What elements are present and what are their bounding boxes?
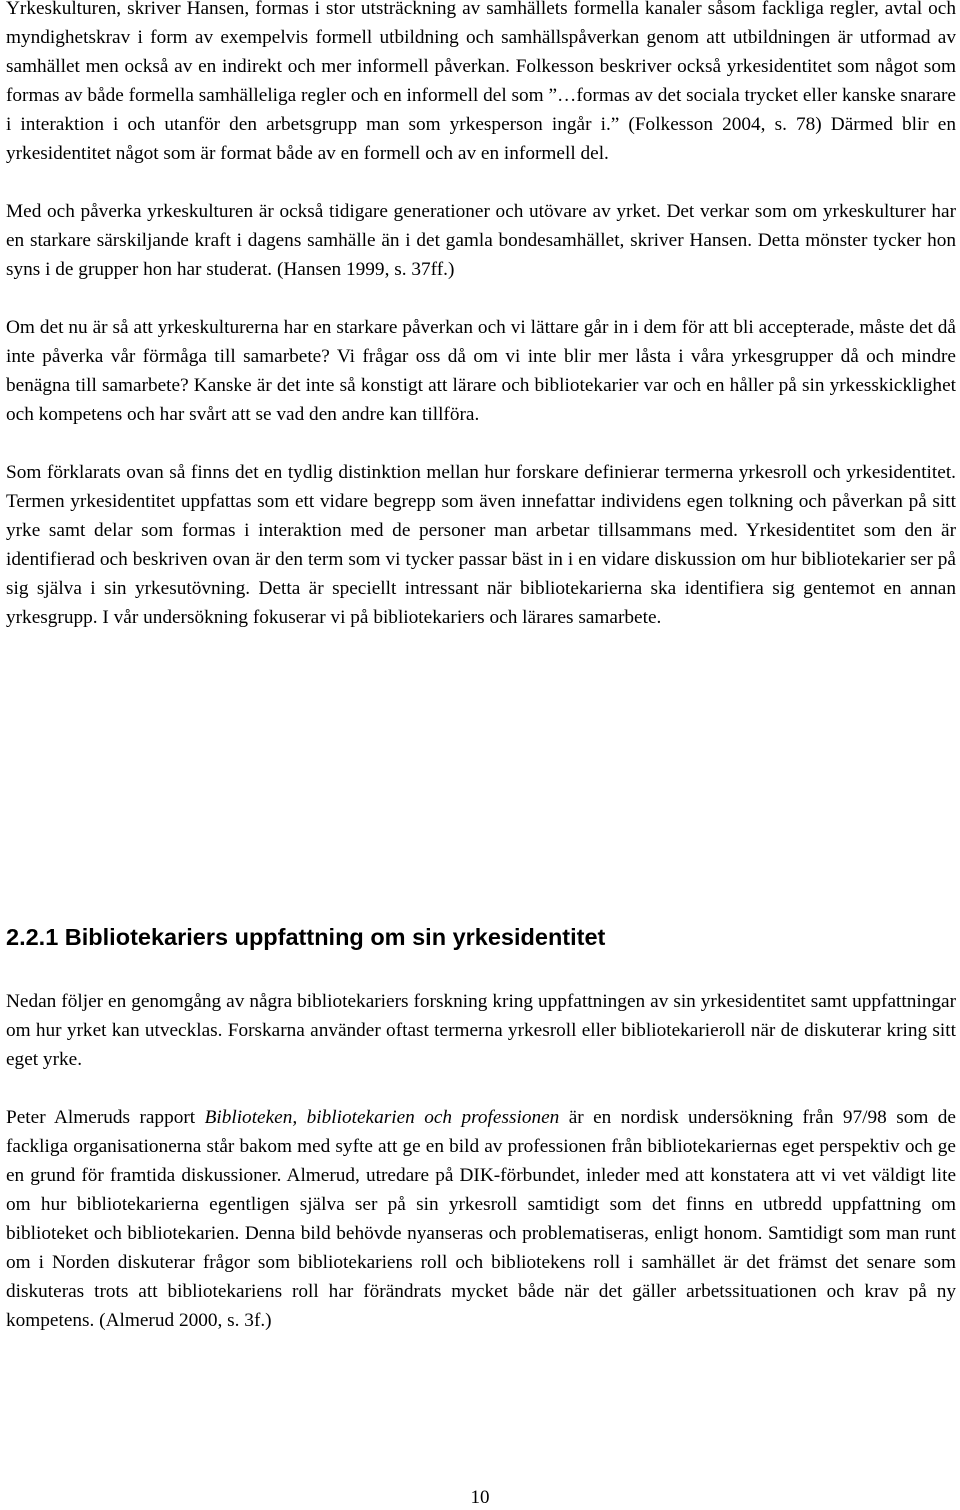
page-number: 10	[470, 1487, 490, 1508]
report-title: Biblioteken, bibliotekarien och professionen	[204, 1107, 560, 1128]
paragraph-yrkesroll-yrkesidentitet: Som förklarats ovan så finns det en tydlig distinktion mellan hur forskare definierar termerna yrkesroll och yrkesidentitet. Termen yrkesidentitet uppfattas som ett vidare begrepp som även innefattar individens egen tolkning och påverkan på sitt yrke samt delar som formas i interaktion med de personer man arbetar tillsammans med. Yrkesidentitet som den är identifierad och beskriven ovan är den term som vi tycker passar bäst in i en vidare diskussion om hur bibliotekarier ser på sig själva i sin yrkesutövning. Detta är speciellt intressant när bibliotekarierna ska identifiera sig gentemot en annan yrkesgrupp. I vår undersökning fokuserar vi på bibliotekariers och lärares samarbete.	[6, 462, 956, 628]
paragraph-yrkeskultur-formas: Yrkeskulturen, skriver Hansen, formas i stor utsträckning av samhällets formella kanaler såsom fackliga regler, avtal och myndighetskrav i form av exempelvis formell utbildning och samhällspåverkan genom att utbildningen är utformad av samhället men också av en indirekt och mer informell påverkan. Folkesson beskriver också yrkesidentitet som något som formas av både formella samhälleliga regler och en informell del som ”…formas av det sociala trycket eller kanske snarare i interaktion i och utanför den arbetsgrupp man som yrkesperson ingår i.” (Folkesson 2004, s. 78) Därmed blir en yrkesidentitet något som är format både av en formell och av en informell del.	[6, 0, 956, 164]
paragraph-tidigare-generationer: Med och påverka yrkeskulturen är också tidigare generationer och utövare av yrket. Det verkar som om yrkeskulturer har en starkare särskiljande kraft i dagens samhälle än i det gamla bondesamhället, skriver Hansen. Detta mönster tycker hon syns i de grupper hon har studerat. (Hansen 1999, s. 37ff.)	[6, 201, 956, 280]
section-heading: 2.2.1 Bibliotekariers uppfattning om sin yrkesidentitet	[6, 924, 606, 950]
paragraph-almerud-rapport	[6, 1103, 956, 1335]
document-page	[6, 0, 956, 1331]
paragraph-samarbete-fraga: Om det nu är så att yrkeskulturerna har en starkare påverkan och vi lättare går in i dem för att bli accepterade, måste det då inte påverka vår förmåga till samarbete? Vi frågar oss då om vi inte blir mer låsta i våra yrkesgrupper då och mindre benägna till samarbete? Kanske är det inte så konstigt att lärare och bibliotekarier var och en håller på sin yrkesskicklighet och kompetens och har svårt att se vad den andre kan tillföra.	[6, 317, 956, 425]
section-body	[6, 987, 956, 1335]
almerud-intro-text: Peter Almeruds rapport	[6, 1107, 205, 1128]
almerud-body-text: är en nordisk undersökning från 97/98 som de fackliga organisationerna står bakom med syfte att ge en bild av professionen från bibliotekariernas eget perspektiv och ge en grund för framtida diskussioner. Almerud, utredare på DIK-förbundet, inleder med att konstatera att vi vet väldigt lite om hur bibliotekarierna egentligen själva ser på sin yrkesroll samtidigt som det finns en utbredd uppfattning om biblioteket och bibliotekarien. Denna bild behövde nyanseras och problematiseras, enligt honom. Samtidigt som man runt om i Norden diskuterar frågor som bibliotekariens roll och bibliotekens roll i samhället är det främst det senare som diskuteras trots att bibliotekariens roll har förändrats mycket både när det gäller arbetssituationen och krav på ny kompetens. (Almerud 2000, s. 3f.)	[6, 1107, 956, 1331]
paragraph-genomgang: Nedan följer en genomgång av några bibliotekariers forskning kring uppfattningen av sin yrkesidentitet samt uppfattningar om hur yrket kan utvecklas. Forskarna använder oftast termerna yrkesroll eller bibliotekarieroll när de diskuterar kring sitt eget yrke.	[6, 991, 956, 1070]
